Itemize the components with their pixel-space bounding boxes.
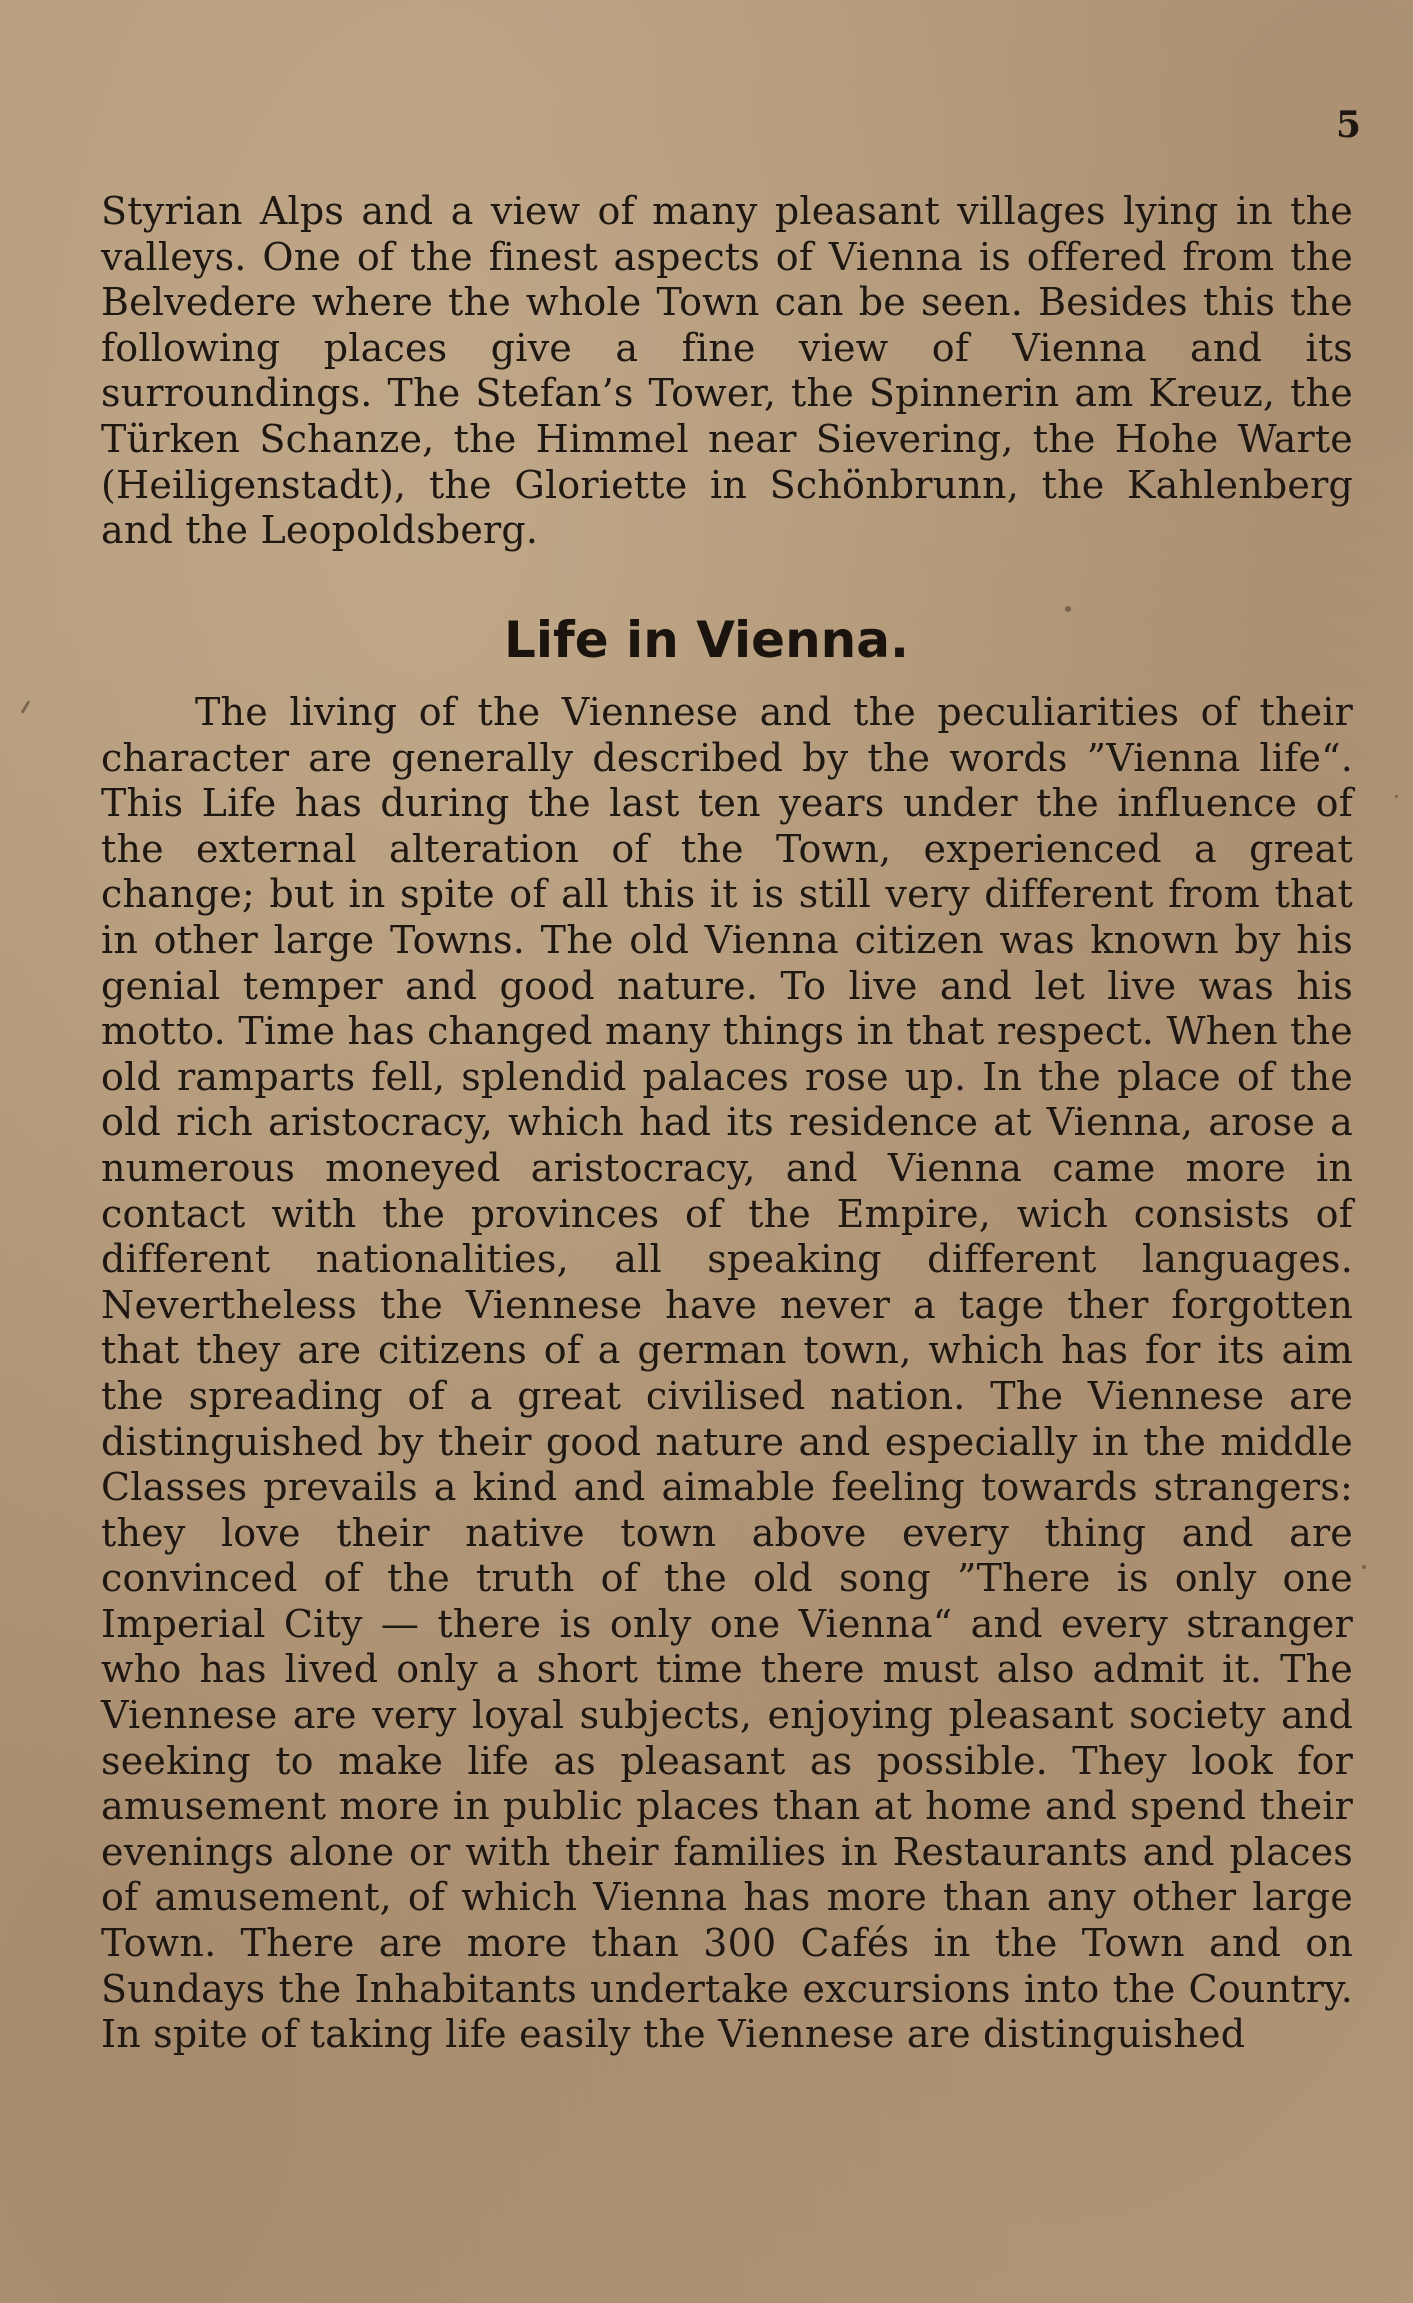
page-number: 5 [1335, 104, 1361, 146]
section-heading: Life in Vienna. [503, 611, 909, 669]
intro-paragraph: Styrian Alps and a view of many pleasant villages lying in the valleys. One of the finest aspects of Vienna is offered from the Belvedere where the whole Town can be seen. Besides this the following places give a fine view of Vienna and its surroundings. The Stefan’s Tower, the Spinnerin am Kreuz, the Türken Schanze, the Himmel near Sievering, the Hohe Warte (Heiligenstadt), the Gloriette in Schönbrunn, the Kahlenberg and the Leopoldsberg. [101, 189, 1353, 553]
section-paragraph: The living of the Viennese and the peculiarities of their character are generally described by the words ”Vienna life“. This Life has during the last ten years under the influence of the external alteration of the Town, experienced a great change; but in spite of all this it is still very different from that in other large Towns. The old Vienna citizen was known by his genial temper and good nature. To live and let live was his motto. Time has changed many things in that respect. When the old ramparts fell, splendid palaces rose up. In the place of the old rich aristocracy, which had its residence at Vienna, arose a numerous moneyed aristocracy, and Vienna came more in contact with the provinces of the Empire, wich consists of different nationalities, all speaking different languages. Nevertheless the Viennese have never a tage ther forgotten that they are citizens of a german town, which has for its aim the spreading of a great civilised nation. The Viennese are distinguished by their good nature and especially in the middle Classes prevails a kind and aimable feeling towards strangers: they love their native town above every thing and are convinced of the truth of the old song ”There is only one Imperial City — there is only one Vienna“ and every stranger who has lived only a short time there must also admit it. The Viennese are very loyal subjects, enjoying pleasant society and seeking to make life as pleasant as possible. They look for amusement more in public places than at home and spend their evenings alone or with their families in Restaurants and places of amusement, of which Vienna has more than any other large Town. There are more than 300 Cafés in the Town and on Sundays the Inhabitants undertake excursions into the Country. In spite of taking life easily the Viennese are distinguished [101, 690, 1353, 2057]
paper-speck [21, 700, 31, 714]
paper-speck [1362, 1565, 1366, 1569]
paper-speck [1395, 795, 1398, 798]
paper-speck [1065, 606, 1071, 612]
